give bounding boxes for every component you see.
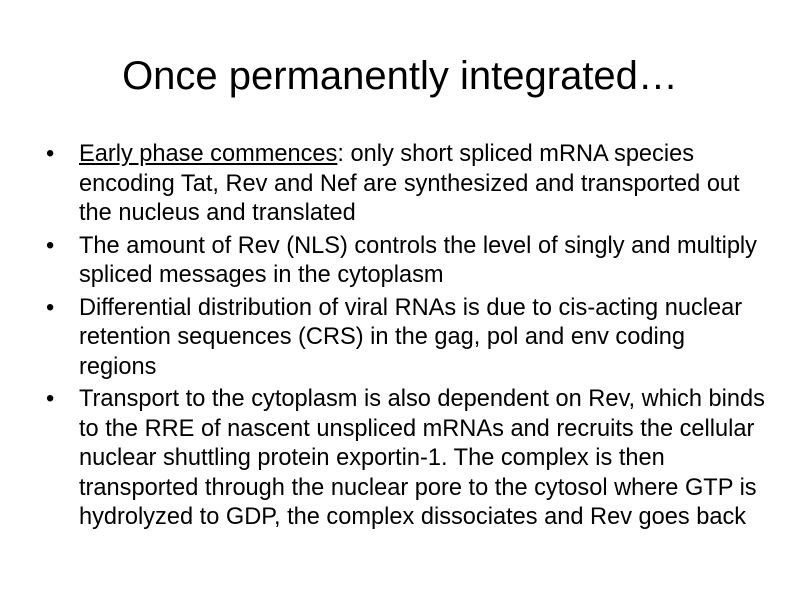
bullet-dot-icon: •	[46, 232, 55, 259]
bullet-dot-icon: •	[46, 294, 55, 321]
bullet-lead-text: Early phase commences	[79, 141, 338, 167]
bullet-text: The amount of Rev (NLS) controls the level of singly and multiply spliced messages in the cytoplasm	[79, 232, 757, 288]
slide-title: Once permanently integrated…	[122, 54, 678, 98]
bullet-text: : only short spliced mRNA species encoding Tat, Rev and Nef are synthesized and transported out the nucleus and translated	[79, 141, 740, 226]
bullet-dot-icon: •	[46, 141, 55, 167]
bullet-list	[46, 140, 766, 536]
bullet-item	[46, 140, 766, 229]
bullet-item	[46, 385, 766, 533]
bullet-text: Differential distribution of viral RNAs is due to cis-acting nuclear retention sequences (CRS) in the gag, pol and env coding regions	[79, 294, 743, 380]
bullet-item	[46, 294, 766, 383]
bullet-dot-icon: •	[46, 386, 55, 412]
bullet-item	[46, 232, 766, 291]
bullet-text: Transport to the cytoplasm is also dependent on Rev, which binds to the RRE of nascent unspliced mRNAs and recruits the cellular nuclear shuttling protein exportin-1. The complex is then transported through the nuclear pore to the cytosol where GTP is hydrolyzed to GDP, the complex dissociates and Rev goes back	[79, 386, 765, 530]
